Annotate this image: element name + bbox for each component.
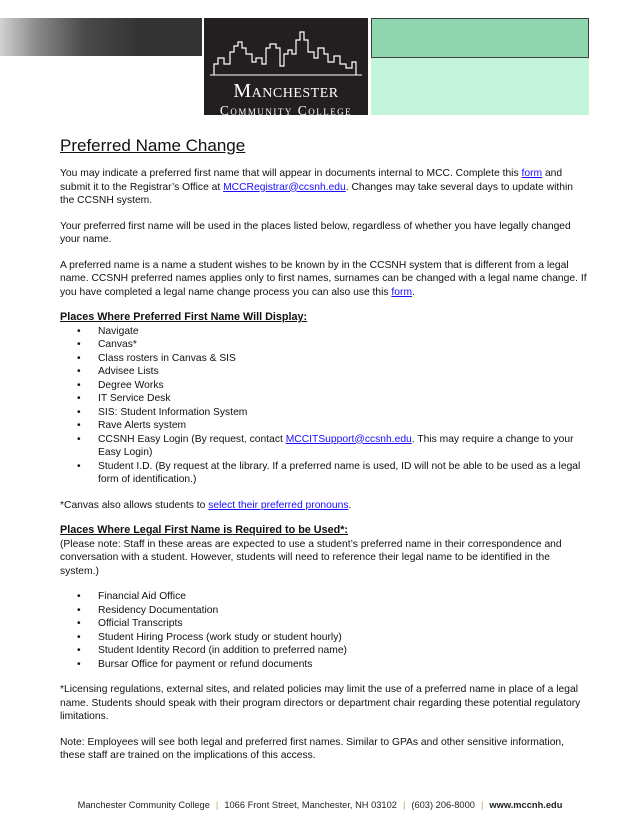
- logo-text-community-college: Community College: [219, 103, 353, 118]
- header-gray-bar: [0, 18, 202, 56]
- footer-address: 1066 Front Street, Manchester, NH 03102: [224, 800, 397, 810]
- list-item: • Financial Aid Office: [60, 590, 588, 604]
- list-item: • Official Transcripts: [60, 617, 588, 631]
- licensing-note: *Licensing regulations, external sites, and related policies may limit the use of a preferred name in place of a legal name. Students should speak with their program directors or department chair regarding these potential regulatory limitations.: [60, 684, 581, 722]
- registrar-email-link[interactable]: MCCRegistrar@ccsnh.edu: [223, 181, 346, 193]
- page-footer: [0, 800, 640, 810]
- easy-login-text-1: CCSNH Easy Login (By request, contact: [98, 433, 286, 445]
- footer-website-link[interactable]: www.mccnh.edu: [489, 800, 563, 810]
- document-body: [60, 136, 588, 775]
- page-title: Preferred Name Change: [60, 136, 246, 155]
- list-item: • Bursar Office for payment or refund documents: [60, 658, 588, 672]
- it-support-email-link[interactable]: MCCITSupport@ccsnh.edu: [285, 433, 412, 445]
- logo-text-manchester: Manchester: [233, 80, 339, 102]
- legal-section-note: (Please note: Staff in these areas are expected to use a student’s preferred name in their correspondence and conversation with a student. However, students will need to reference their legal name to be identified in the system.): [60, 538, 562, 577]
- form-link[interactable]: form: [521, 168, 543, 179]
- footer-separator: |: [480, 800, 484, 810]
- list-item-easy-login: [60, 433, 588, 460]
- list-item: • Student Identity Record (in addition to preferred name): [60, 644, 588, 658]
- list-item: • SIS: Student Information System: [60, 406, 588, 420]
- intro-text-2: and submit it to the Registrar’s Office at: [60, 168, 563, 193]
- list-item: • Canvas*: [60, 338, 588, 352]
- list-item: • Rave Alerts system: [60, 419, 588, 433]
- canvas-note: [60, 499, 588, 513]
- section-heading-preferred: Places Where Preferred First Name Will Display:: [60, 311, 308, 323]
- usage-paragraph: Your preferred first name will be used in the places listed below, regardless of whether you have legally changed your name.: [60, 220, 571, 245]
- list-item: • Navigate: [60, 325, 588, 339]
- section-heading-legal: Places Where Legal First Name is Required to be Used*:: [60, 524, 349, 536]
- definition-paragraph: [60, 259, 588, 300]
- legal-form-link[interactable]: form: [391, 286, 413, 298]
- header-green-panel: [371, 58, 589, 115]
- list-item: • Advisee Lists: [60, 365, 588, 379]
- definition-text-2: .: [412, 286, 415, 298]
- list-item: • Residency Documentation: [60, 604, 588, 618]
- footer-college-name: Manchester Community College: [77, 800, 210, 810]
- legal-name-list: [60, 590, 588, 671]
- list-item: • Student Hiring Process (work study or student hourly): [60, 631, 588, 645]
- header-green-box: [371, 18, 589, 58]
- canvas-note-text-2: .: [348, 499, 352, 511]
- footer-separator: |: [215, 800, 219, 810]
- footer-separator: |: [402, 800, 406, 810]
- easy-login-text-2: . This may require a change to your Easy Login): [98, 433, 574, 458]
- canvas-note-text-1: *Canvas also allows students to: [60, 499, 209, 511]
- intro-text-1: You may indicate a preferred first name that will appear in documents internal to MCC. Complete this: [60, 168, 522, 179]
- definition-text-1: A preferred name is a name a student wishes to be known by in the CCSNH system that is different from a legal name. CCSNH preferred names applies only to first names, surnames can be changed with a legal name change. If you have completed a legal name change process you can also use this: [60, 259, 587, 298]
- college-logo: [204, 18, 368, 118]
- intro-text-3: . Changes may take several days to update within the CCSNH system.: [60, 181, 573, 206]
- employee-note: Note: Employees will see both legal and preferred first names. Similar to GPAs and other sensitive information, these staff are trained on the implications of this access.: [60, 736, 565, 761]
- pronouns-link[interactable]: select their preferred pronouns: [208, 499, 349, 511]
- preferred-name-list: [60, 325, 588, 487]
- list-item: • IT Service Desk: [60, 392, 588, 406]
- intro-paragraph: [60, 167, 588, 208]
- footer-phone: (603) 206-8000: [411, 800, 475, 810]
- list-item: • Degree Works: [60, 379, 588, 393]
- list-item: • Class rosters in Canvas & SIS: [60, 352, 588, 366]
- list-item-student-id: • Student I.D. (By request at the library. If a preferred name is used, ID will not be able to be used as a legal form of identification.): [60, 460, 588, 487]
